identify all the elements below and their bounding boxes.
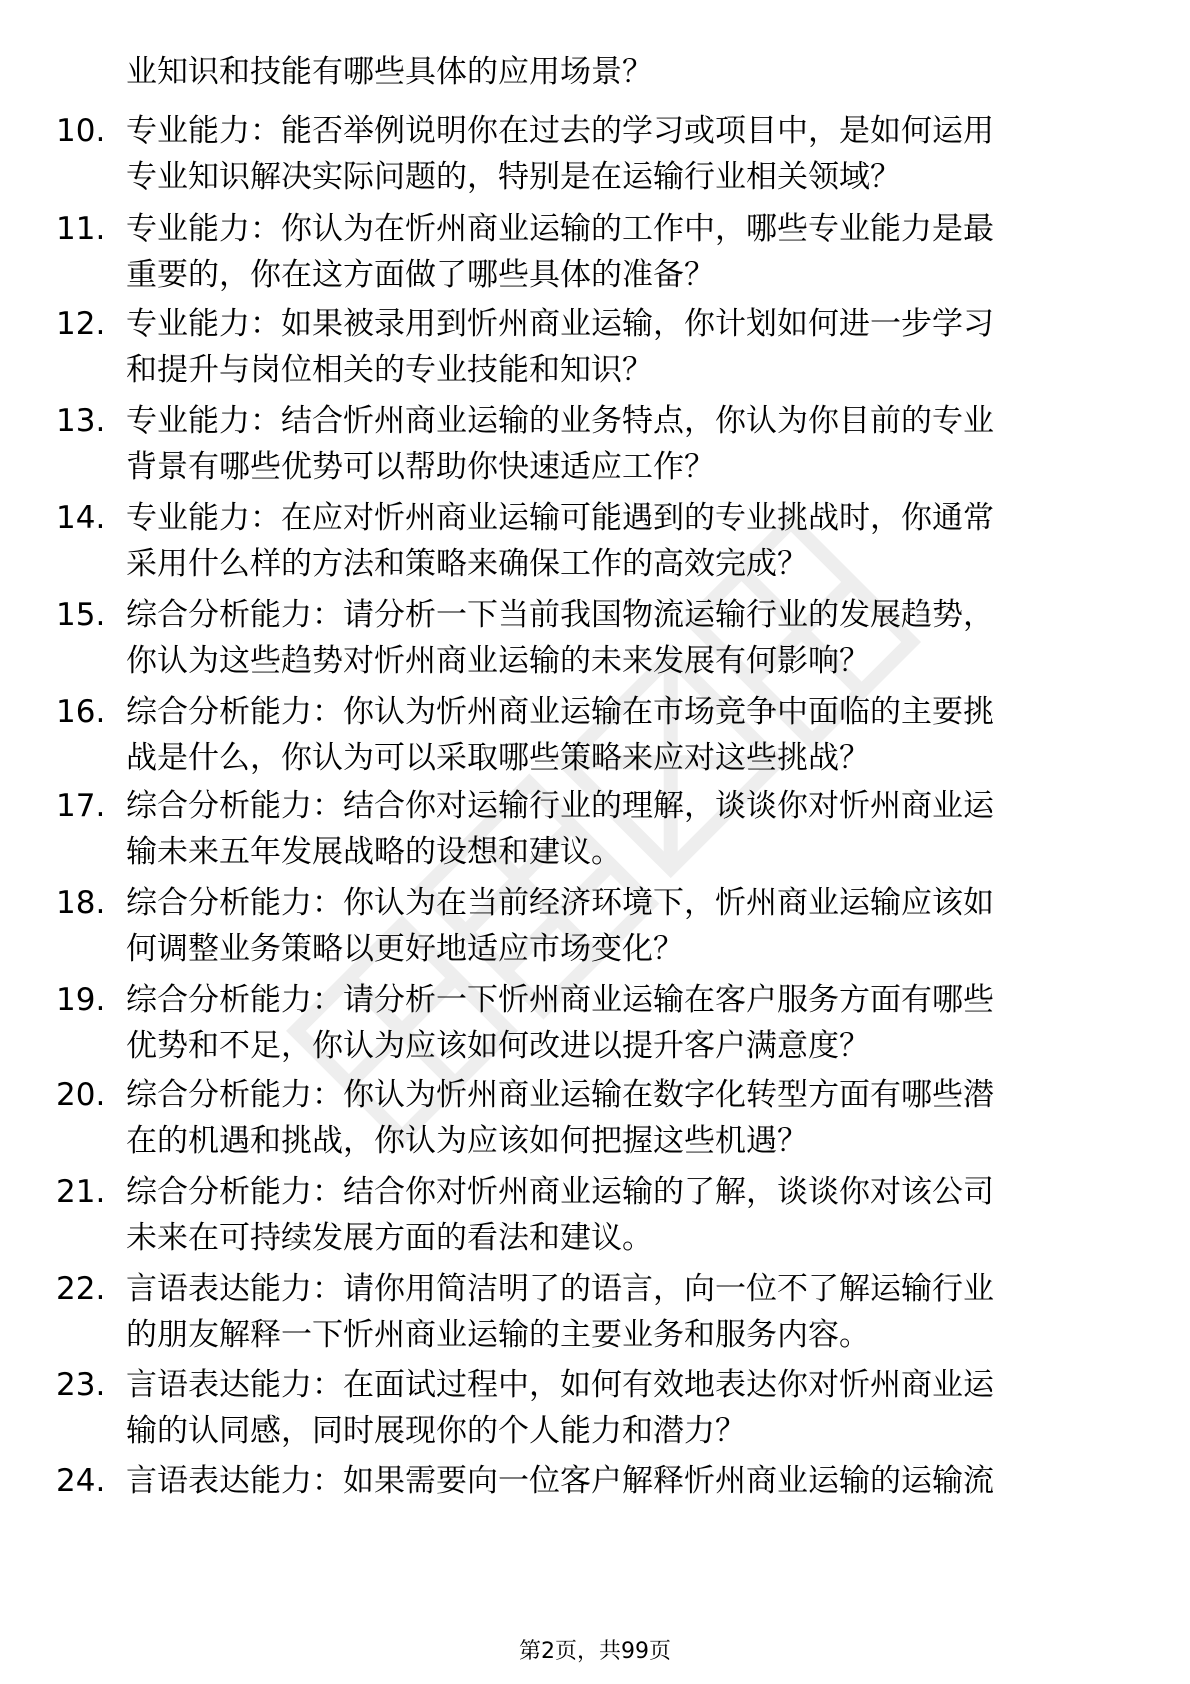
list-item [0, 784, 1190, 888]
list-item [0, 109, 1190, 213]
question-text-line-2: 和提升与岗位相关的专业技能和知识？ [126, 352, 653, 388]
list-item [0, 690, 1190, 794]
question-number: 11. [56, 211, 106, 247]
question-text-line-1: 专业能力：能否举例说明你在过去的学习或项目中，是如何运用 [126, 113, 994, 149]
question-text-line-1: 言语表达能力：请你用简洁明了的语言，向一位不了解运输行业 [126, 1271, 994, 1307]
question-number: 18. [56, 885, 106, 921]
question-number: 19. [56, 982, 106, 1018]
question-number: 13. [56, 403, 106, 439]
list-item [0, 1073, 1190, 1177]
question-number: 23. [56, 1367, 106, 1403]
continuation-text: 业知识和技能有哪些具体的应用场景？ [126, 54, 653, 90]
list-item [0, 302, 1190, 406]
page-footer: 第2页，共99页 [519, 1639, 671, 1664]
list-item [0, 1267, 1190, 1371]
question-text-line-2: 采用什么样的方法和策略来确保工作的高效完成？ [126, 546, 808, 582]
question-text-line-2: 的朋友解释一下忻州商业运输的主要业务和服务内容。 [126, 1317, 870, 1353]
question-number: 10. [56, 113, 106, 149]
list-item [0, 881, 1190, 985]
question-text-line-2: 战是什么，你认为可以采取哪些策略来应对这些挑战？ [126, 740, 870, 776]
list-item [0, 399, 1190, 503]
question-text-line-1: 专业能力：如果被录用到忻州商业运输，你计划如何进一步学习 [126, 306, 994, 342]
question-number: 17. [56, 788, 106, 824]
question-text-line-1: 专业能力：你认为在忻州商业运输的工作中，哪些专业能力是最 [126, 211, 994, 247]
question-number: 20. [56, 1077, 106, 1113]
question-text-line-2: 背景有哪些优势可以帮助你快速适应工作？ [126, 449, 715, 485]
question-text-line-2: 在的机遇和挑战，你认为应该如何把握这些机遇？ [126, 1123, 808, 1159]
question-number: 16. [56, 694, 106, 730]
question-number: 21. [56, 1174, 106, 1210]
question-text-line-2: 输的认同感，同时展现你的个人能力和潜力？ [126, 1413, 746, 1449]
question-number: 22. [56, 1271, 106, 1307]
question-text-line-1: 专业能力：结合忻州商业运输的业务特点，你认为你目前的专业 [126, 403, 994, 439]
question-text-line-1: 综合分析能力：你认为忻州商业运输在数字化转型方面有哪些潜 [126, 1077, 994, 1113]
question-text-line-1: 综合分析能力：结合你对运输行业的理解，谈谈你对忻州商业运 [126, 788, 994, 824]
list-item [0, 593, 1190, 697]
list-item [0, 1459, 1190, 1563]
question-text-line-1: 专业能力：在应对忻州商业运输可能遇到的专业挑战时，你通常 [126, 500, 994, 536]
question-number: 24. [56, 1463, 106, 1499]
question-number: 12. [56, 306, 106, 342]
question-text-line-2: 专业知识解决实际问题的，特别是在运输行业相关领域？ [126, 159, 901, 195]
question-text-line-2: 重要的，你在这方面做了哪些具体的准备？ [126, 257, 715, 293]
question-text-line-2: 你认为这些趋势对忻州商业运输的未来发展有何影响？ [126, 643, 870, 679]
list-item [0, 496, 1190, 600]
question-text-line-2: 何调整业务策略以更好地适应市场变化？ [126, 931, 684, 967]
question-text-line-1: 综合分析能力：请分析一下当前我国物流运输行业的发展趋势， [126, 597, 994, 633]
question-number: 14. [56, 500, 106, 536]
question-text-line-1: 言语表达能力：如果需要向一位客户解释忻州商业运输的运输流 [126, 1463, 994, 1499]
question-text-line-1: 综合分析能力：结合你对忻州商业运输的了解，谈谈你对该公司 [126, 1174, 994, 1210]
question-text-line-1: 综合分析能力：你认为在当前经济环境下，忻州商业运输应该如 [126, 885, 994, 921]
list-item [0, 1363, 1190, 1467]
question-text-line-1: 综合分析能力：请分析一下忻州商业运输在客户服务方面有哪些 [126, 982, 994, 1018]
list-item [0, 978, 1190, 1082]
list-item [0, 1170, 1190, 1274]
question-text-line-2: 输未来五年发展战略的设想和建议。 [126, 834, 622, 870]
question-text-line-1: 综合分析能力：你认为忻州商业运输在市场竞争中面临的主要挑 [126, 694, 994, 730]
question-number: 15. [56, 597, 106, 633]
question-text-line-2: 未来在可持续发展方面的看法和建议。 [126, 1220, 653, 1256]
question-text-line-1: 言语表达能力：在面试过程中，如何有效地表达你对忻州商业运 [126, 1367, 994, 1403]
list-item [0, 207, 1190, 311]
question-text-line-2: 优势和不足，你认为应该如何改进以提升客户满意度？ [126, 1028, 870, 1064]
